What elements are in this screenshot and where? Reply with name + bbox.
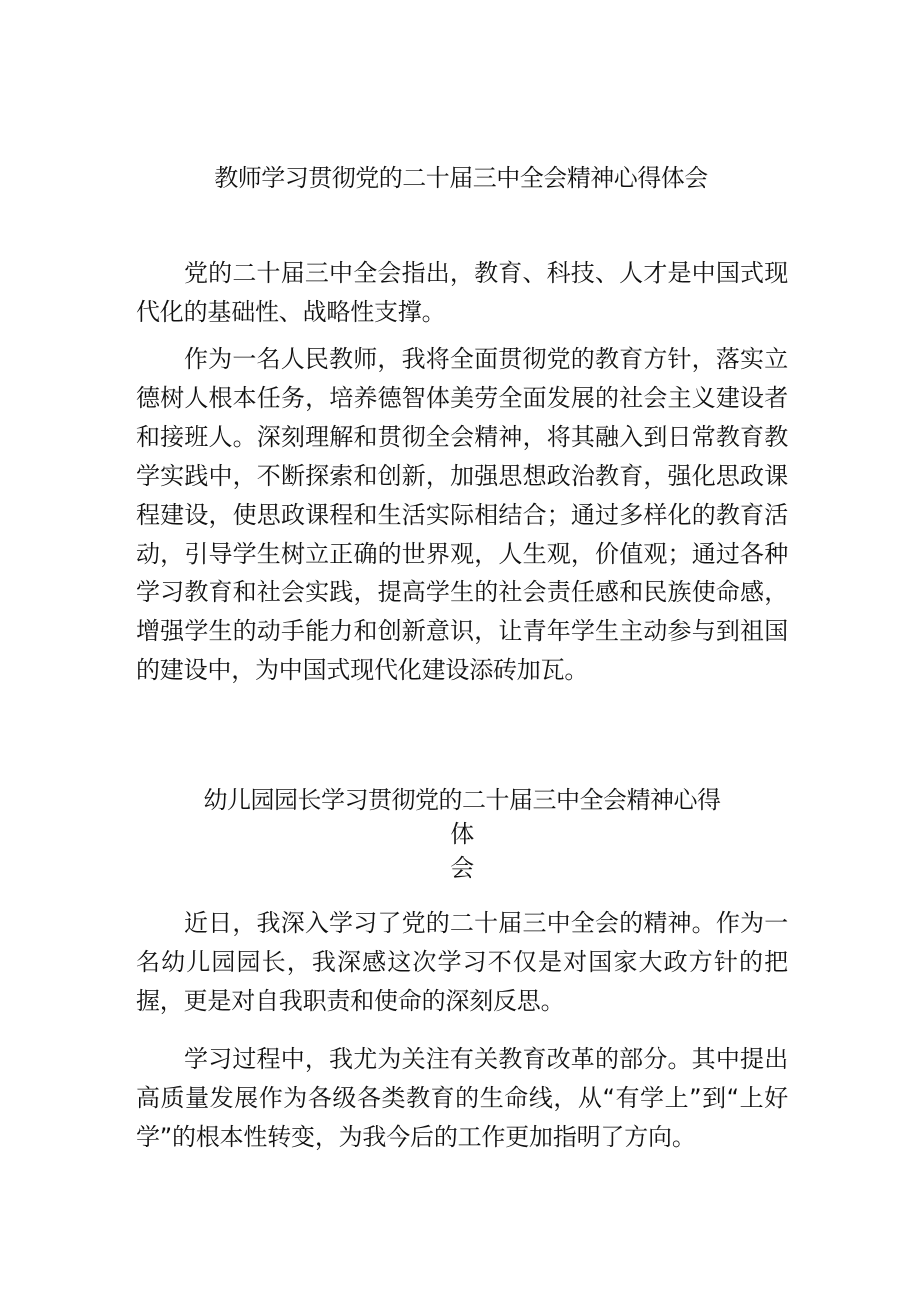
paragraph-teacher-2: 作为一名人民教师，我将全面贯彻党的教育方针，落实立德树人根本任务，培养德智体美劳全面发展的社会主义建设者和接班人。深刻理解和贯彻全会精神，将其融入到日常教育教学实践中，不断探索和创新，加强思想政治教育，强化思政课程建设，使思政课程和生活实际相结合；通过多样化的教育活动，引导学生树立正确的世界观，人生观，价值观；通过各种学习教育和社会实践，提高学生的社会责任感和民族使命感，增强学生的动手能力和创新意识，让青年学生主动参与到祖国的建设中，为中国式现代化建设添砖加瓦。: [136, 345, 788, 685]
paragraph-teacher-1: 党的二十届三中全会指出，教育、科技、人才是中国式现代化的基础性、战略性支撑。: [136, 259, 788, 326]
article-title-kindergarten-line2: 会: [450, 854, 474, 882]
paragraph-kindergarten-1: 近日，我深入学习了党的二十届三中全会的精神。作为一名幼儿园园长，我深感这次学习不仅是对国家大政方针的把握，更是对自我职责和使命的深刻反思。: [136, 909, 788, 1015]
article-title-kindergarten-line1: 幼儿园园长学习贯彻党的二十届三中全会精神心得体: [203, 786, 721, 848]
article-title-teacher: 教师学习贯彻党的二十届三中全会精神心得体会: [214, 164, 708, 192]
article-title-kindergarten: [196, 783, 728, 885]
paragraph-kindergarten-2: 学习过程中，我尤为关注有关教育改革的部分。其中提出高质量发展作为各级各类教育的生命线，从“有学上”到“上好学”的根本性转变，为我今后的工作更加指明了方向。: [136, 1045, 788, 1151]
